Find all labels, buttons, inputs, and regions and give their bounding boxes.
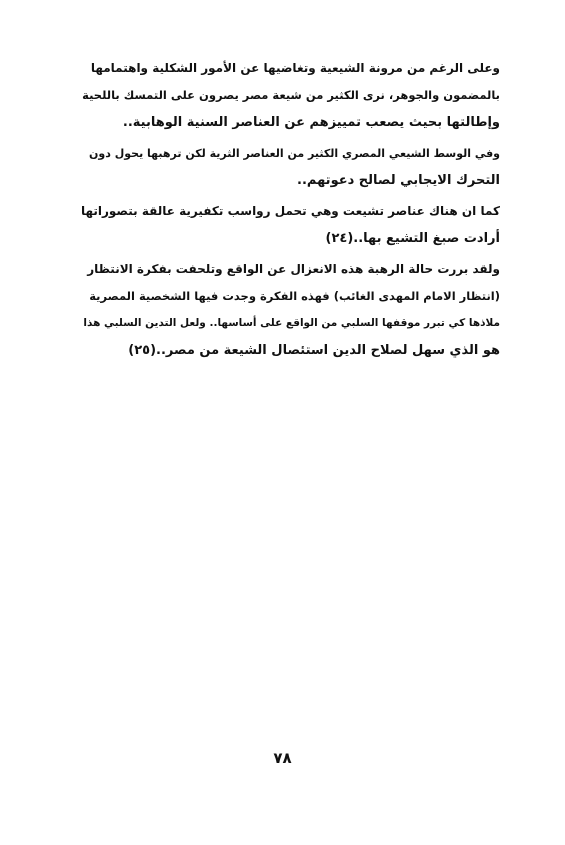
text-line: وعلى الرغم من مرونة الشيعية وتغاضيها عن الأمور الشكلية واهتمامها (90, 61, 500, 75)
body-text (78, 55, 500, 368)
text-line: بالمضمون والجوهر، نرى الكثير من شيعة مصر يصرون على التمسك باللحية (82, 88, 500, 102)
text-line: التحرك الايجابي لصالح دعوتهم.. (297, 173, 500, 188)
text-line: (انتظار الامام المهدى الغائب) فهذه الفكرة وجدت فيها الشخصية المصرية (89, 289, 500, 303)
paragraph-2 (78, 140, 500, 194)
paragraph-4 (78, 256, 500, 364)
page-number: ٧٨ (273, 749, 292, 767)
text-line: هو الذي سهل لصلاح الدين استئصال الشيعة من مصر..(٢٥) (128, 343, 500, 358)
text-line: ولقد بررت حالة الرهبة هذه الانعزال عن الواقع وتلحفت بفكرة الانتظار (87, 262, 500, 276)
paragraph-1 (78, 55, 500, 136)
text-line: وفي الوسط الشيعي المصري الكثير من العناصر الثرية لكن ترهبها يحول دون (89, 147, 500, 160)
paragraph-3 (78, 198, 500, 252)
text-line: كما ان هناك عناصر تشيعت وهي تحمل رواسب تكفيرية عالقة بتصوراتها (80, 204, 500, 218)
text-line: ملاذها كي تبرر موقفها السلبي من الواقع على أساسها.. ولعل التدين السلبي هذا (83, 317, 500, 329)
text-line: أرادت صبغ التشيع بها..(٢٤) (325, 231, 500, 246)
text-line: وإطالتها بحيث يصعب تمييزهم عن العناصر السنية الوهابية.. (122, 115, 500, 130)
